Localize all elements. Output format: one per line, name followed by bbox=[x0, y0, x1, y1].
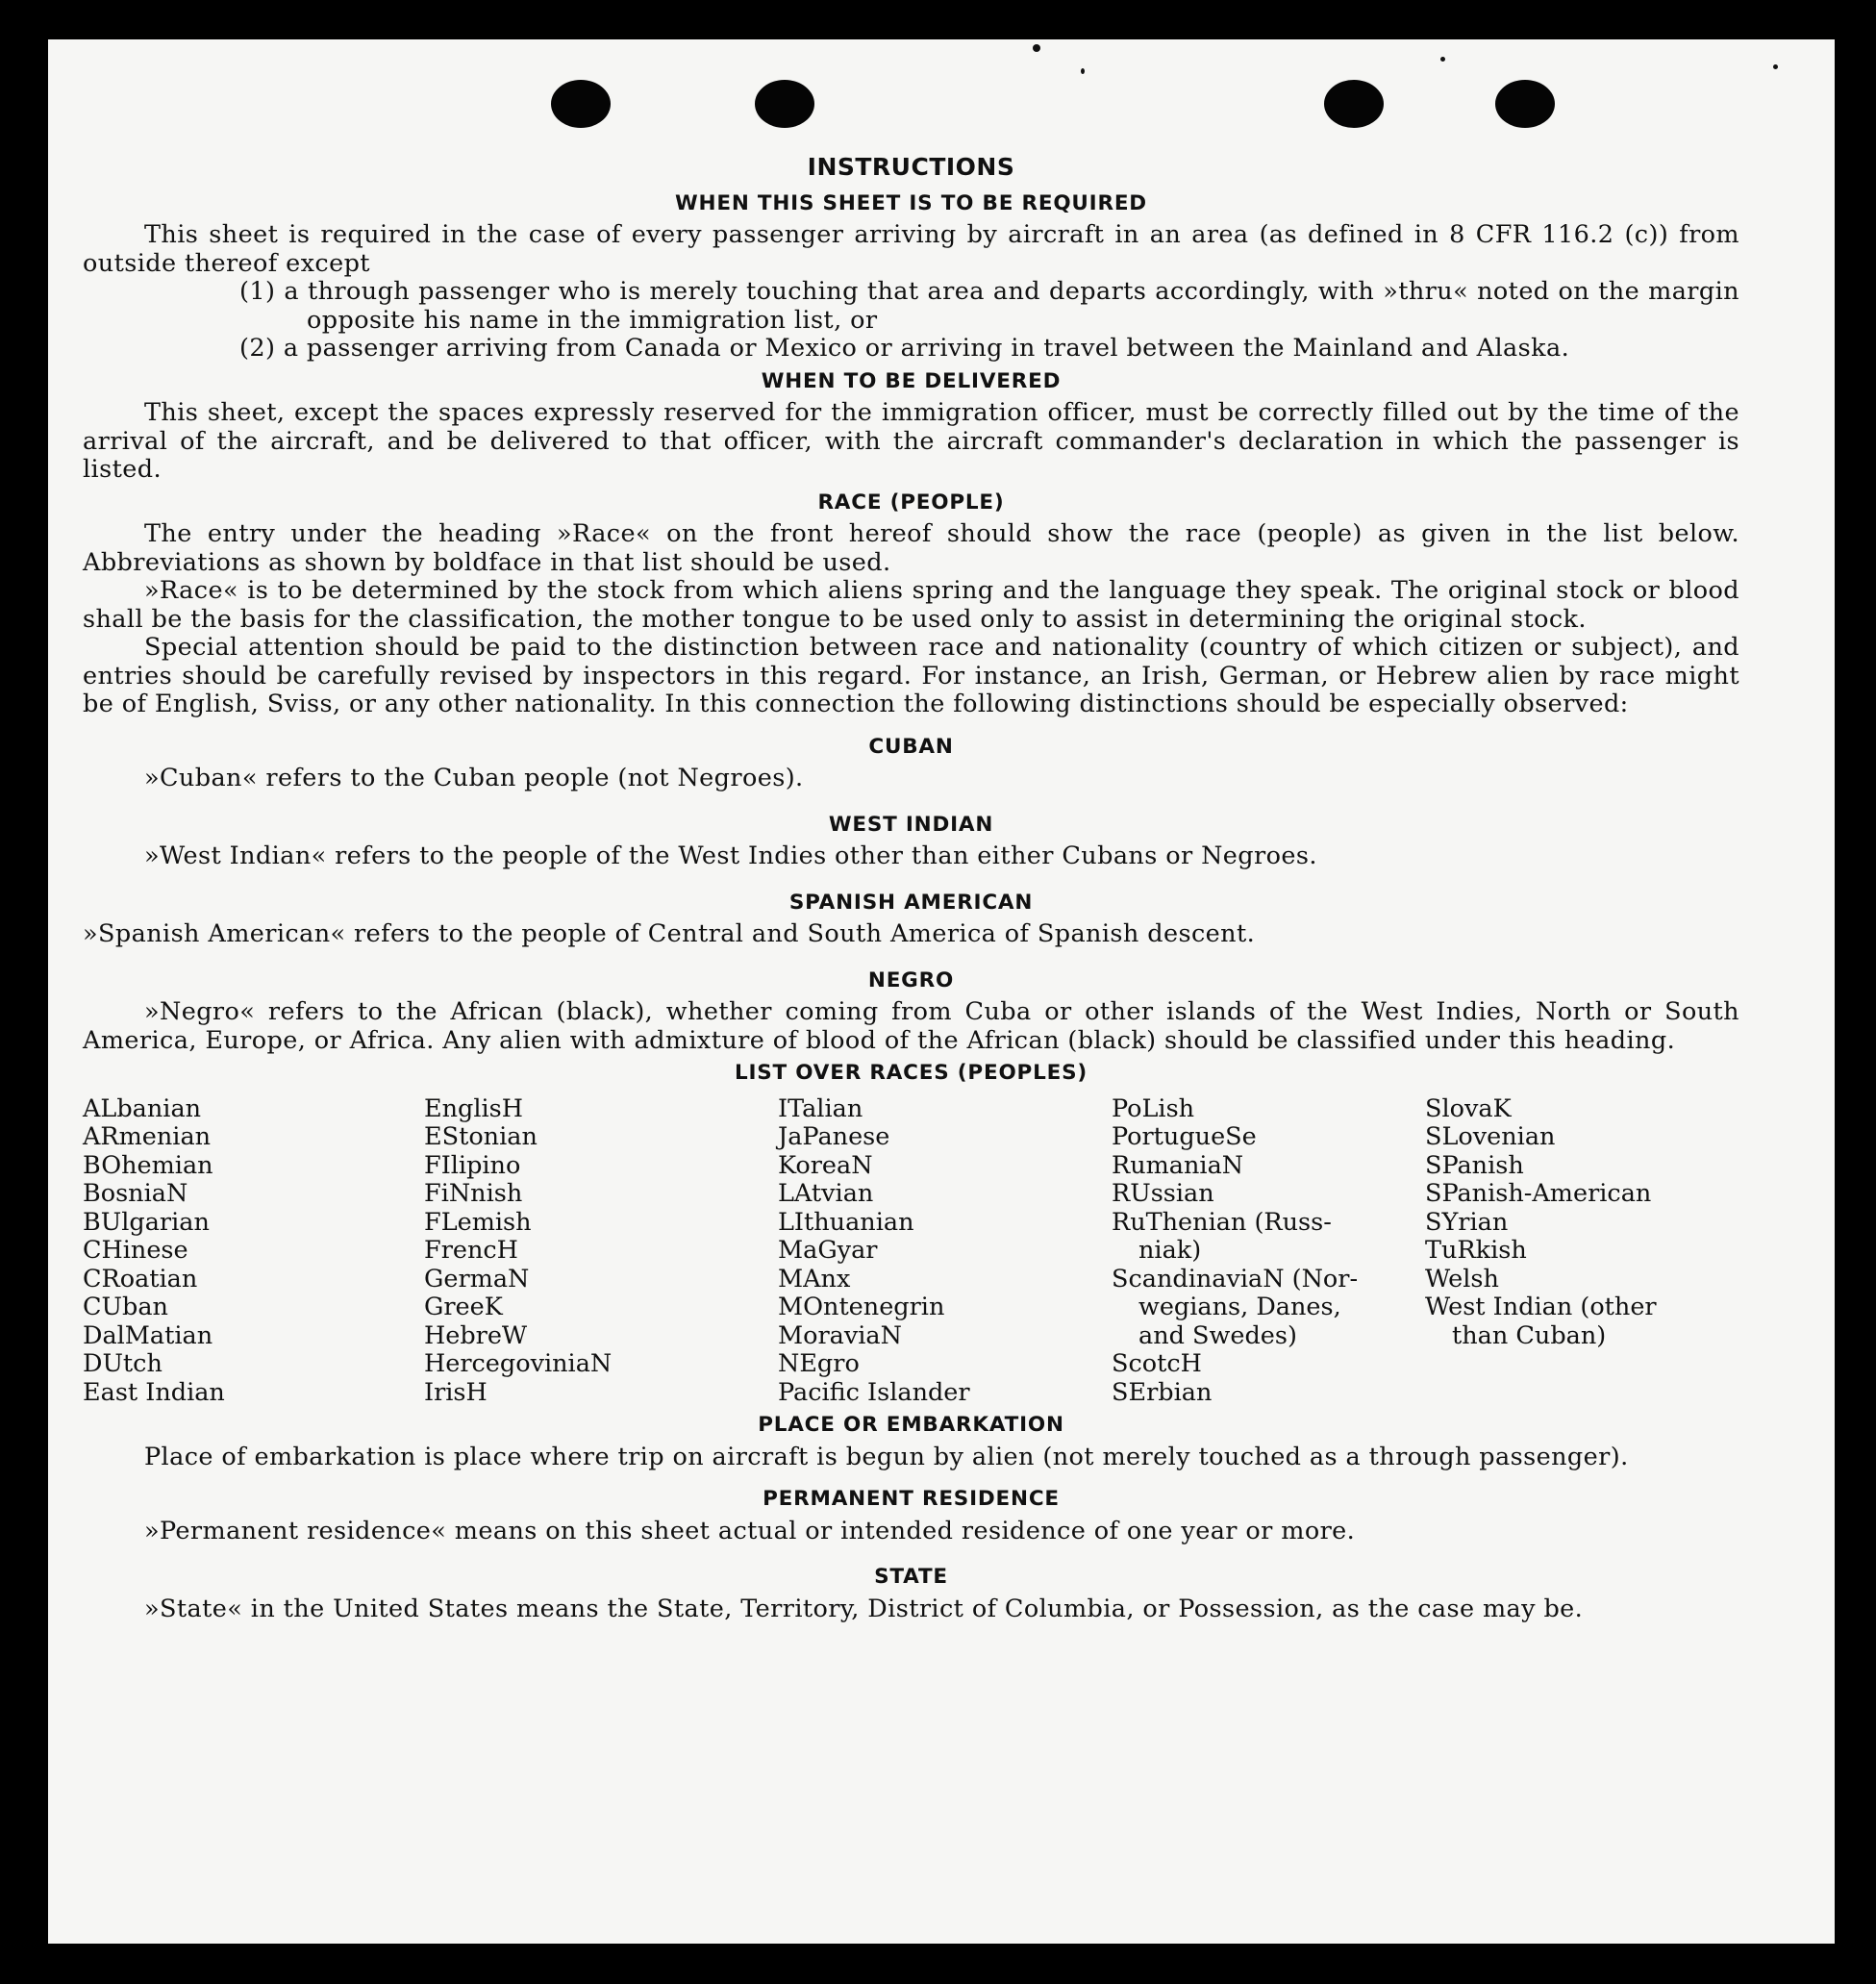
spanish-american-text: »Spanish American« refers to the people of Central and South America of Spanish descent. bbox=[83, 919, 1256, 948]
list-item: SPanish-American bbox=[1425, 1179, 1652, 1208]
list-item: ScandinaviaN (Nor- bbox=[1112, 1264, 1359, 1293]
list-item: HercegoviniaN bbox=[424, 1349, 613, 1378]
list-item: GermaN bbox=[424, 1264, 530, 1293]
races-column bbox=[1425, 1095, 1733, 1408]
races-list bbox=[83, 1095, 1739, 1408]
list-item: ScotcH bbox=[1112, 1349, 1202, 1378]
list-item: BosniaN bbox=[83, 1179, 188, 1208]
list-item: RumaniaN bbox=[1112, 1150, 1244, 1180]
list-item: CUban bbox=[83, 1293, 168, 1321]
races-column bbox=[778, 1095, 1112, 1408]
list-item: GreeK bbox=[424, 1293, 503, 1321]
list-item: FrencH bbox=[424, 1236, 518, 1265]
list-item: FiNnish bbox=[424, 1179, 523, 1208]
embarkation-text: Place of embarkation is place where trip on aircraft is begun by alien (not merely touched as a through passenger). bbox=[144, 1442, 1629, 1471]
list-item: DalMatian bbox=[83, 1320, 213, 1350]
races-column bbox=[424, 1095, 778, 1408]
list-item: MOntenegrin bbox=[778, 1293, 945, 1321]
list-item: SYrian bbox=[1425, 1207, 1509, 1237]
west-indian-text: »West Indian« refers to the people of the West Indies other than either Cubans or Negroes. bbox=[144, 841, 1317, 870]
list-item: PortugueSe bbox=[1112, 1122, 1257, 1151]
list-item: ITalian bbox=[778, 1093, 863, 1123]
page-title: INSTRUCTIONS bbox=[807, 153, 1015, 181]
speck bbox=[1440, 57, 1445, 62]
section-heading-west-indian: WEST INDIAN bbox=[828, 812, 994, 837]
list-item: CRoatian bbox=[83, 1264, 198, 1293]
instructions-body bbox=[83, 153, 1739, 1623]
document-page bbox=[48, 39, 1835, 1944]
punch-hole bbox=[1495, 80, 1555, 128]
section-heading-spanish-american: SPANISH AMERICAN bbox=[788, 890, 1034, 915]
punch-hole bbox=[1324, 80, 1384, 128]
races-column bbox=[83, 1095, 424, 1408]
list-item: and Swedes) bbox=[1138, 1320, 1297, 1350]
punch-hole bbox=[551, 80, 611, 128]
list-item: LAtvian bbox=[778, 1179, 874, 1208]
required-item-2: (2) a passenger arriving from Canada or Mexico or arriving in travel between the Mainland and Alaska. bbox=[239, 334, 1570, 363]
list-item: PoLish bbox=[1112, 1093, 1195, 1123]
list-item: IrisH bbox=[424, 1377, 488, 1407]
list-item: wegians, Danes, bbox=[1138, 1293, 1341, 1321]
list-item: SErbian bbox=[1112, 1377, 1213, 1407]
residence-text: »Permanent residence« means on this sheet actual or intended residence of one year or more. bbox=[144, 1516, 1356, 1545]
list-item: HebreW bbox=[424, 1320, 528, 1350]
section-heading-required: WHEN THIS SHEET IS TO BE REQUIRED bbox=[675, 190, 1147, 215]
section-heading-delivered: WHEN TO BE DELIVERED bbox=[761, 368, 1062, 393]
list-item: CHinese bbox=[83, 1236, 188, 1265]
list-item: East Indian bbox=[83, 1377, 225, 1407]
list-item: RuThenian (Russ- bbox=[1112, 1207, 1332, 1237]
list-item: DUtch bbox=[83, 1349, 163, 1378]
required-item-1: (1) a through passenger who is merely touching that area and departs accordingly, with »thru« noted on the margin opposite his name in the immigration list, or bbox=[239, 277, 1739, 335]
section-heading-negro: NEGRO bbox=[867, 967, 955, 992]
section-heading-residence: PERMANENT RESIDENCE bbox=[763, 1487, 1060, 1511]
negro-text: »Negro« refers to the African (black), whether coming from Cuba or other islands of the West Indies, North or South America, Europe, or Africa. Any alien with admixture of blood of the African (black) should be classified under this heading. bbox=[83, 997, 1739, 1055]
speck bbox=[1773, 64, 1778, 69]
punch-hole bbox=[755, 80, 814, 128]
speck bbox=[1033, 44, 1040, 52]
races-column bbox=[1112, 1095, 1425, 1408]
required-intro: This sheet is required in the case of every passenger arriving by aircraft in an area (as defined in 8 CFR 116.2 (c)) from outside thereof except bbox=[83, 220, 1739, 278]
list-item: Pacific Islander bbox=[778, 1377, 970, 1407]
list-item: MAnx bbox=[778, 1264, 851, 1293]
list-item: SPanish bbox=[1425, 1150, 1524, 1180]
section-heading-races-list: LIST OVER RACES (PEOPLES) bbox=[734, 1061, 1088, 1085]
list-item: KoreaN bbox=[778, 1150, 873, 1180]
state-text: »State« in the United States means the State, Territory, District of Columbia, or Possession, as the case may be. bbox=[144, 1594, 1584, 1623]
section-heading-embarkation: PLACE OR EMBARKATION bbox=[758, 1413, 1064, 1437]
section-heading-cuban: CUBAN bbox=[868, 734, 954, 759]
list-item: SLovenian bbox=[1425, 1122, 1556, 1151]
list-item: MaGyar bbox=[778, 1236, 878, 1265]
race-paragraph: The entry under the heading »Race« on the front hereof should show the race (people) as given in the list below. Abbreviations as shown by boldface in that list should be used. bbox=[83, 519, 1739, 577]
list-item: ALbanian bbox=[83, 1093, 202, 1123]
list-item: FIlipino bbox=[424, 1150, 521, 1180]
list-item: Welsh bbox=[1425, 1264, 1499, 1293]
list-item: JaPanese bbox=[778, 1122, 890, 1151]
section-heading-state: STATE bbox=[874, 1565, 948, 1589]
cuban-text: »Cuban« refers to the Cuban people (not Negroes). bbox=[144, 764, 804, 792]
list-item: FLemish bbox=[424, 1207, 532, 1237]
list-item: West Indian (other bbox=[1425, 1293, 1657, 1321]
list-item: TuRkish bbox=[1425, 1236, 1527, 1265]
delivered-text: This sheet, except the spaces expressly reserved for the immigration officer, must be correctly filled out by the time of the arrival of the aircraft, and be delivered to that officer, with the aircraft commander's declaration in which the passenger is listed. bbox=[83, 398, 1739, 484]
race-paragraph: Special attention should be paid to the distinction between race and nationality (country of which citizen or subject), and entries should be carefully revised by inspectors in this regard. For instance, an Irish, German, or Hebrew alien by race might be of English, Sviss, or any other nationality. In this connection the following distinctions should be especially observed: bbox=[83, 633, 1739, 718]
list-item: MoraviaN bbox=[778, 1320, 902, 1350]
list-item: SlovaK bbox=[1425, 1093, 1512, 1123]
list-item: niak) bbox=[1138, 1236, 1202, 1265]
list-item: ARmenian bbox=[83, 1122, 212, 1151]
list-item: EStonian bbox=[424, 1122, 538, 1151]
race-paragraph: »Race« is to be determined by the stock from which aliens spring and the language they speak. The original stock or blood shall be the basis for the classification, the mother tongue to be used only to assist in determining the original stock. bbox=[83, 576, 1739, 634]
list-item: BOhemian bbox=[83, 1150, 213, 1180]
list-item: EnglisH bbox=[424, 1093, 523, 1123]
speck bbox=[1081, 68, 1085, 74]
list-item: NEgro bbox=[778, 1349, 860, 1378]
list-item: LIthuanian bbox=[778, 1207, 914, 1237]
list-item: RUssian bbox=[1112, 1179, 1214, 1208]
list-item: than Cuban) bbox=[1452, 1320, 1607, 1350]
list-item: BUlgarian bbox=[83, 1207, 210, 1237]
section-heading-race: RACE (PEOPLE) bbox=[817, 490, 1005, 515]
